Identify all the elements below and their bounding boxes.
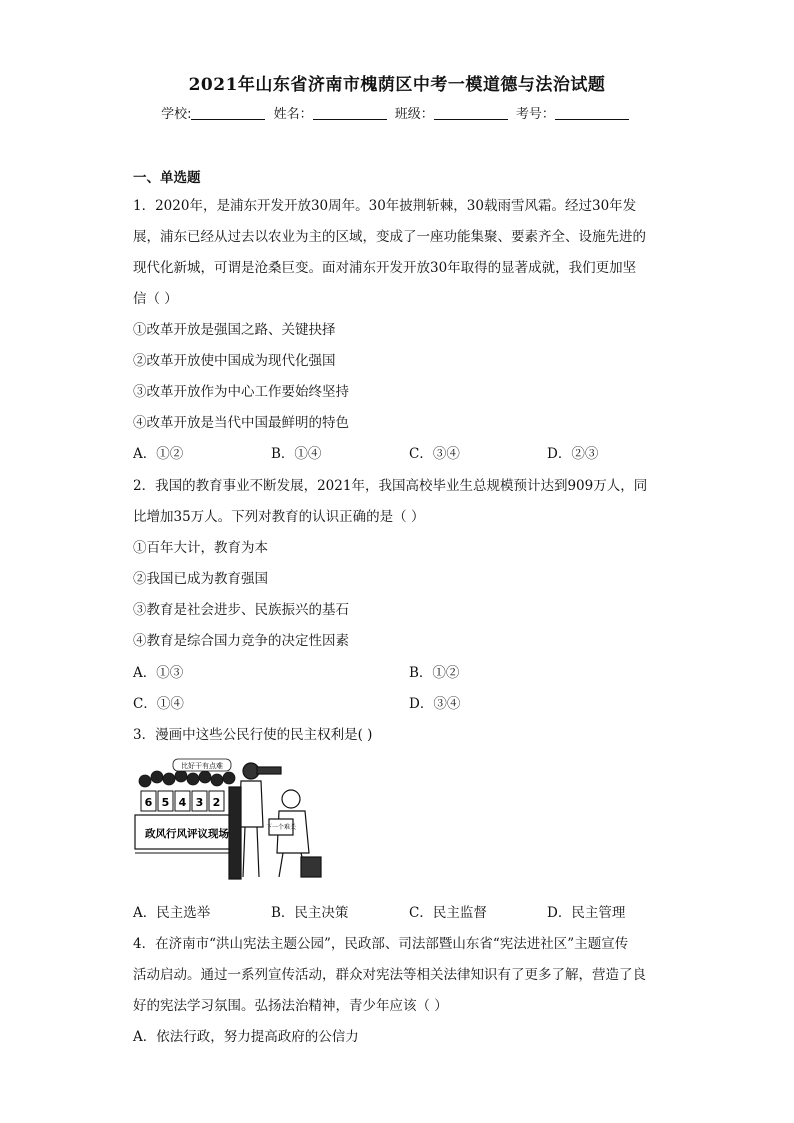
score-card: 3 bbox=[195, 796, 204, 809]
q1-item: ④改革开放是当代中国最鲜明的特色 bbox=[133, 415, 349, 431]
q3-line: 3．漫画中这些公民行使的民主权利是( ) bbox=[133, 727, 373, 743]
cartoon-illustration bbox=[133, 757, 323, 882]
score-card: 2 bbox=[212, 796, 221, 809]
q2-item: ②我国已成为教育强国 bbox=[133, 571, 268, 587]
class-blank[interactable] bbox=[434, 107, 508, 120]
q2-line: 比增加35万人。下列对教育的认识正确的是（ ） bbox=[133, 509, 425, 525]
q4-line: 4．在济南市“洪山宪法主题公园”，民政部、司法部暨山东省“宪法进社区”主题宣传 bbox=[133, 936, 629, 952]
name-label: 姓名： bbox=[273, 107, 313, 122]
q1-option-b[interactable]: B．①④ bbox=[271, 446, 322, 462]
q1-option-d[interactable]: D．②③ bbox=[547, 446, 599, 462]
exam-no-blank[interactable] bbox=[555, 107, 629, 120]
score-card: 6 bbox=[144, 796, 153, 809]
q1-line: 展，浦东已经从过去以农业为主的区域，变成了一座功能集聚、要素齐全、设施先进的 bbox=[133, 229, 646, 245]
cartoon-paper-text: 下一个难关 bbox=[265, 824, 297, 831]
q4-line: 好的宪法学习氛围。弘扬法治精神，青少年应该（ ） bbox=[133, 998, 448, 1014]
page-title: 2021年山东省济南市槐荫区中考一模道德与法治试题 bbox=[188, 75, 606, 95]
q3-option-d[interactable]: D．民主管理 bbox=[547, 905, 626, 921]
score-card: 5 bbox=[161, 796, 170, 809]
exam-no-label: 考号： bbox=[515, 107, 555, 122]
q1-option-a[interactable]: A．①② bbox=[133, 446, 184, 462]
name-blank[interactable] bbox=[313, 107, 387, 120]
cartoon-sign-text: 政风行风评议现场 bbox=[145, 828, 229, 840]
q1-item: ②改革开放使中国成为现代化强国 bbox=[133, 353, 336, 369]
q1-option-c[interactable]: C．③④ bbox=[409, 446, 460, 462]
q1-line: 1．2020年，是浦东开发开放30周年。30年披荆斩棘，30载雨雪风霜。经过30年发 bbox=[133, 198, 637, 214]
q4-line: 活动启动。通过一系列宣传活动，群众对宪法等相关法律知识有了更多了解，营造了良 bbox=[133, 967, 646, 983]
q1-line: 现代化新城，可谓是沧桑巨变。面对浦东开发开放30年取得的显著成就，我们更加坚 bbox=[133, 260, 637, 276]
section-heading: 一、单选题 bbox=[133, 170, 201, 186]
school-label: 学校: bbox=[161, 107, 192, 122]
q2-item: ④教育是综合国力竞争的决定性因素 bbox=[133, 633, 349, 649]
q2-item: ①百年大计，教育为本 bbox=[133, 540, 268, 556]
q3-option-a[interactable]: A．民主选举 bbox=[133, 905, 211, 921]
q3-option-b[interactable]: B．民主决策 bbox=[271, 905, 349, 921]
q2-option-b[interactable]: B．①② bbox=[409, 665, 460, 681]
q3-option-c[interactable]: C．民主监督 bbox=[409, 905, 487, 921]
q1-line: 信（ ） bbox=[133, 291, 178, 307]
school-blank[interactable] bbox=[191, 107, 265, 120]
q4-option-a[interactable]: A．依法行政，努力提高政府的公信力 bbox=[133, 1029, 359, 1045]
cartoon-bubble-text: 比好干有点难 bbox=[181, 762, 223, 770]
q2-option-d[interactable]: D．③④ bbox=[409, 696, 461, 712]
q1-item: ①改革开放是强国之路、关键抉择 bbox=[133, 322, 336, 338]
q2-option-a[interactable]: A．①③ bbox=[133, 665, 184, 681]
q2-option-c[interactable]: C．①④ bbox=[133, 696, 184, 712]
score-card: 4 bbox=[178, 796, 187, 809]
q1-item: ③改革开放作为中心工作要始终坚持 bbox=[133, 384, 349, 400]
q2-line: 2．我国的教育事业不断发展，2021年，我国高校毕业生总规模预计达到909万人，同 bbox=[133, 478, 648, 494]
class-label: 班级： bbox=[394, 107, 434, 122]
q2-item: ③教育是社会进步、民族振兴的基石 bbox=[133, 602, 349, 618]
student-info-row bbox=[0, 103, 794, 122]
